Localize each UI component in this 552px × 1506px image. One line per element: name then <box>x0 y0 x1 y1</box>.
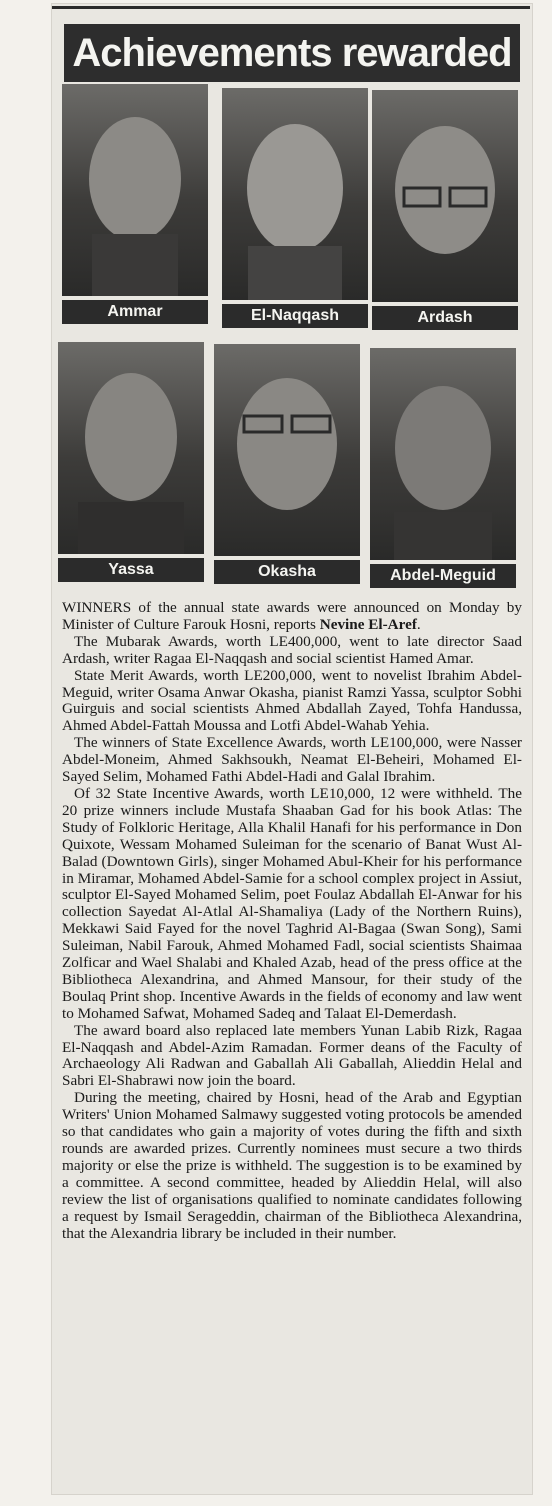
photo-cell-abdel-meguid <box>370 348 516 588</box>
photo-caption: Abdel-Meguid <box>370 564 516 588</box>
portrait-photo-icon <box>58 342 204 554</box>
paragraph-incentive-awards: Of 32 State Incentive Awards, worth LE10,000, 12 were withheld. The 20 prize winners include Mustafa Shaaban Gad for his book Atlas: The Study of Folkloric Heritage, Alla Khalil Hanafi for his performance in Don Quixote, Wessam Mohamed Suleiman for the scenario of Banat Wust Al-Balad (Downtown Girls), singer Mohamed Abul-Kheir for his performance in Miramar, Mohamed Abdel-Samie for a school complex project in Assiut, sculptor El-Sayed Mohamed Selim, poet Foulaz Abdallah El-Anwar for his collection Sayedat Al-Atlal Al-Shamaliya (Lady of the Northern Ruins), Mekkawi Said Fayed for the novel Taghrid Al-Bagaa (Swan Song), Sami Suleiman, Nabil Farouk, Ahmed Mohamed Fadl, social scientists Shaimaa Zolficar and Wael Shalabi and Khaled Azab, head of the press office at the Bibliotheca Alexandrina, and Ahmed Mansour, for their study of the Boulaq Print shop. Incentive Awards in the fields of economy and law went to Mohamed Safwat, Mohamed Sadeq and Talaat El-Demerdash. <box>62 784 522 1022</box>
photo-cell-ardash <box>372 90 518 330</box>
paragraph-merit-awards: State Merit Awards, worth LE200,000, went to novelist Ibrahim Abdel-Meguid, writer Osama Anwar Okasha, pianist Ramzi Yassa, sculptor Sobhi Guirguis and social scientists Ahmed Abdallah Zayed, Tohfa Handussa, Ahmed Abdel-Fattah Moussa and Lotfi Abdel-Wahab Yehia. <box>62 666 522 735</box>
portrait-photo-icon <box>370 348 516 560</box>
lead-paragraph <box>62 600 522 634</box>
paragraph-meeting: During the meeting, chaired by Hosni, head of the Arab and Egyptian Writers' Union Mohamed Salmawy suggested voting protocols be amended so that candidates who gain a majority of votes during the fifth and sixth rounds are awarded prizes. Currently nominees must secure a two thirds majority or else the prize is withheld. The suggestion is to be examined by a committee. A second committee, headed by Alieddin Helal, will also review the list of organisations qualified to nominate candidates following a request by Ismail Serageddin, chairman of the Bibliotheca Alexandrina, that the Alexandria library be included in their number. <box>62 1089 522 1242</box>
photo-cell-yassa <box>58 342 204 582</box>
article-body <box>62 600 522 1242</box>
photo-caption: Ardash <box>372 306 518 330</box>
top-rule <box>52 6 530 9</box>
portrait-photo-icon <box>214 344 360 556</box>
paragraph-award-board: The award board also replaced late members Yunan Labib Rizk, Ragaa El-Naqqash and Abdel-Azim Ramadan. Former deans of the Faculty of Archaeology Ali Radwan and Gaballah Ali Gaballah, Alieddin Helal and Sabri El-Shabrawi now join the board. <box>62 1021 522 1090</box>
lead-text: WINNERS of the annual state awards were announced on Monday by Minister of Culture Farouk Hosni, reports <box>62 599 522 633</box>
portrait-photo-icon <box>62 84 208 296</box>
paragraph-mubarak-awards: The Mubarak Awards, worth LE400,000, went to late director Saad Ardash, writer Ragaa El-Naqqash and social scientist Hamed Amar. <box>62 632 522 667</box>
portrait-photo-icon <box>222 88 368 300</box>
photo-caption: Yassa <box>58 558 204 582</box>
portrait-photo-icon <box>372 90 518 302</box>
headline: Achievements rewarded <box>64 24 520 82</box>
photo-cell-el-naqqash <box>222 88 368 328</box>
photo-caption: Okasha <box>214 560 360 584</box>
photo-grid <box>56 82 518 590</box>
photo-caption: Ammar <box>62 300 208 324</box>
paragraph-excellence-awards: The winners of State Excellence Awards, worth LE100,000, were Nasser Abdel-Moneim, Ahmed Sakhsoukh, Neamat El-Beheiri, Mohamed El-Sayed Selim, Mohamed Fathi Abdel-Hadi and Galal Ibrahim. <box>62 734 522 786</box>
photo-caption: El-Naqqash <box>222 304 368 328</box>
byline: Nevine El-Aref <box>319 615 417 633</box>
lead-end: . <box>416 615 421 633</box>
photo-cell-okasha <box>214 344 360 584</box>
photo-cell-ammar <box>62 84 208 324</box>
